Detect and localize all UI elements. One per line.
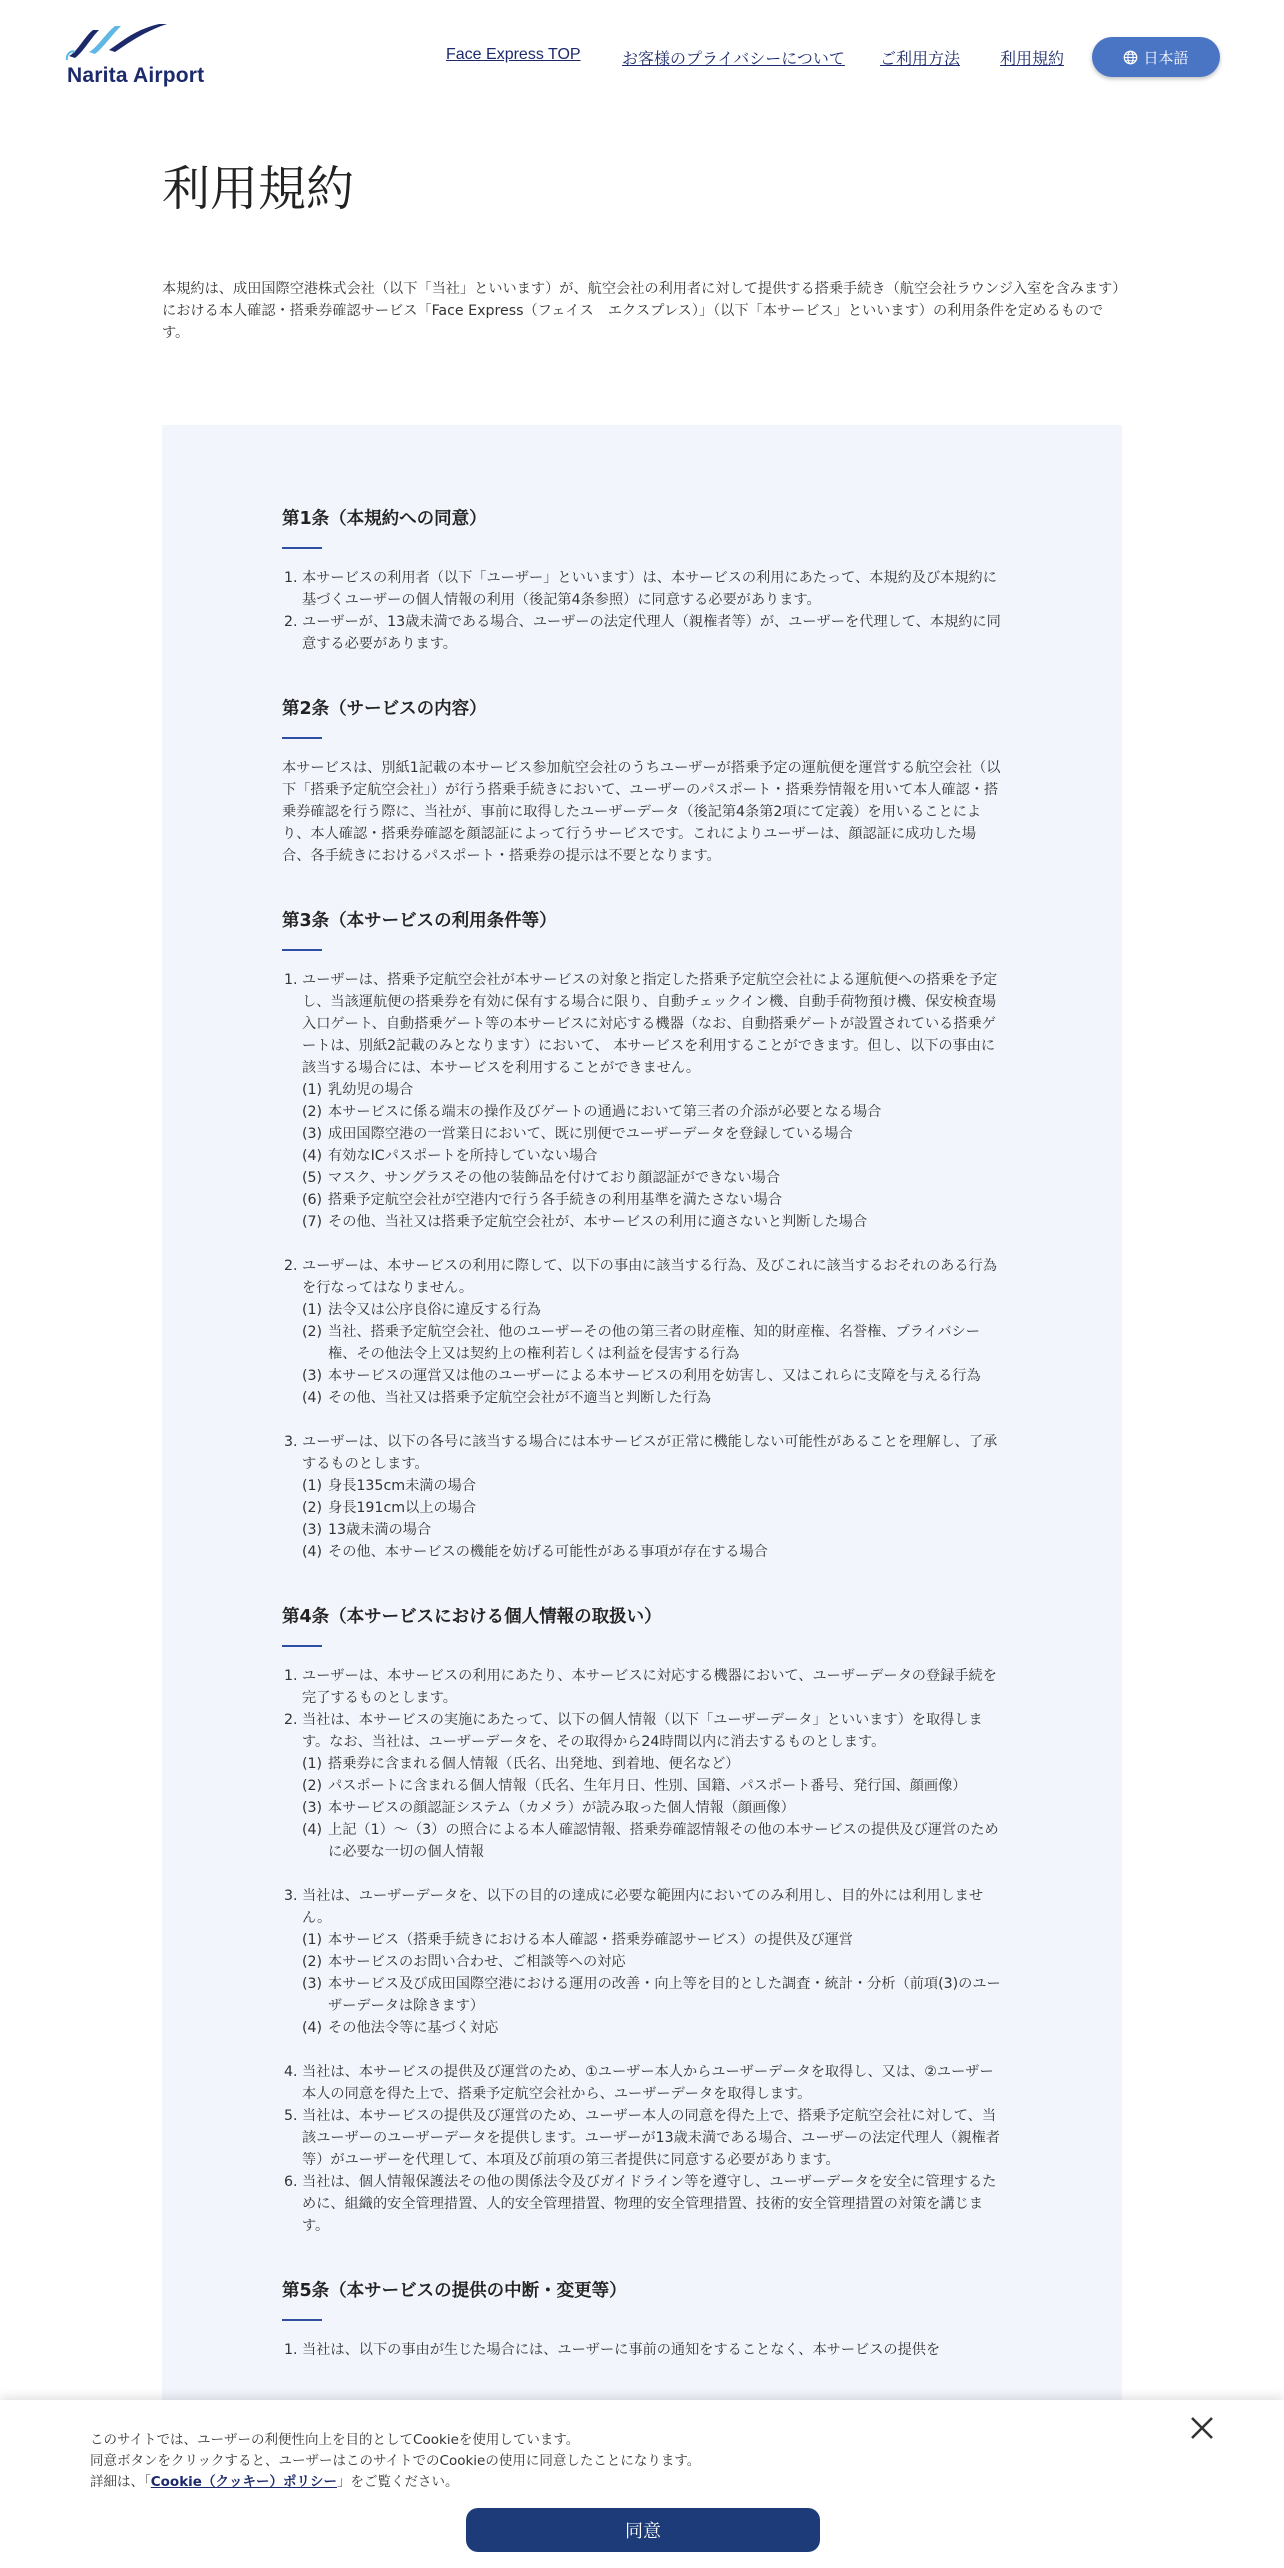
cookie-line: 詳細は、「Cookie（クッキー）ポリシー」をご覧ください。	[90, 2474, 459, 2490]
sub-item: (4) 有効なICパスポートを所持していない場合	[302, 1148, 598, 1164]
article-body: 本サービスは、別紙1記載の本サービス参加航空会社のうちユーザーが搭乗予定の運航便を運営する航空会社（以下「搭乗予定航空会社」）が行う搭乗手続きにおいて、ユーザーのパスポート・搭乗券情報を用いて本人確認・搭乗券確認を行う際に、当社が、事前に取得したユーザーデータ（後記第4条第2項にて定義）を用いることにより、本人確認・搭乗券確認を顔認証によって行うサービスです。これによりユーザーは、顔認証に成功した場合、各手続きにおけるパスポート・搭乗券の提示は不要となります。	[282, 760, 1001, 864]
sub-item: (3) 本サービスの運営又は他のユーザーによる本サービスの利用を妨害し、又はこれらに支障を与える行為	[302, 1368, 981, 1384]
title-underline	[282, 2319, 322, 2321]
agree-button[interactable]: 同意	[466, 2508, 820, 2552]
title-underline	[282, 949, 322, 951]
sub-item: (2) パスポートに含まれる個人情報（氏名、生年月日、性別、国籍、パスポート番号、発行国、顔画像）	[302, 1778, 967, 1794]
sub-item: (3) 13歳未満の場合	[302, 1522, 432, 1538]
sub-item: (1) 本サービス（搭乗手続きにおける本人確認・搭乗券確認サービス）の提供及び運営	[302, 1932, 853, 1948]
article-list	[282, 567, 1002, 655]
nav-how-to-use[interactable]: ご利用方法	[880, 51, 961, 68]
sub-item: (1) 乳幼児の場合	[302, 1082, 414, 1098]
globe-icon	[1123, 50, 1138, 65]
sub-item: (1) 搭乗券に含まれる個人情報（氏名、出発地、到着地、便名など）	[302, 1756, 740, 1772]
sub-item: (1) 身長135cm未満の場合	[302, 1478, 477, 1494]
article-list	[282, 1665, 1002, 2237]
logo-mark-icon	[63, 22, 173, 66]
intro-paragraph: 本規約は、成田国際空港株式会社（以下「当社」といいます）が、航空会社の利用者に対して提供する搭乗手続き（航空会社ラウンジ入室を含みます）における本人確認・搭乗券確認サービス「Face Express（フェイス エクスプレス）」（以下「本サービス」といいます）の利用条件を定めるものです。	[162, 281, 1120, 341]
list-item: 1. ユーザーは、搭乗予定航空会社が本サービスの対象と指定した搭乗予定航空会社による運航便への搭乗を予定し、当該運航便の搭乗券を有効に保有する場合に限り、自動チェックイン機、自動手荷物預け機、保安検査場入口ゲート、自動搭乗ゲート等の本サービスに対応する機器（なお、自動搭乗ゲートが設置されている搭乗ゲートは、別紙2記載のみとなります）において、 本サービスを利用することができます。但し、以下の事由に該当する場合には、本サービスを利用することができません。 (1) 乳幼児の場合 (2) 本サービスに係る端末の操作及びゲートの通過において第三者の介添が必要となる場合 (3) 成田国際空港の一営業日において、既に別便でユーザーデータを登録している場合 (4) 有効なICパスポートを所持していない場合 (5) マスク、サングラスその他の装飾品を付けており顔認証ができない場合 (6) 搭乗予定航空会社が空港内で行う各手続きの利用基準を満たさない場合 (7) その他、当社又は搭乗予定航空会社が、本サービスの利用に適さないと判断した場合	[282, 969, 1002, 1255]
title-underline	[282, 547, 322, 549]
title-underline	[282, 737, 322, 739]
sub-item: (2) 身長191cm以上の場合	[302, 1500, 477, 1516]
item-text: ユーザーは、本サービスの利用に際して、以下の事由に該当する行為、及びこれに該当するおそれのある行為を行なってはなりません。	[302, 1258, 997, 1296]
list-item: 6. 当社は、個人情報保護法その他の関係法令及びガイドライン等を遵守し、ユーザーデータを安全に管理するために、組織的安全管理措置、人的安全管理措置、物理的安全管理措置、技術的安全管理措置の対策を講じます。	[284, 2174, 997, 2234]
narita-airport-logo[interactable]	[63, 22, 233, 92]
sub-item: (3) 本サービス及び成田国際空港における運用の改善・向上等を目的とした調査・統計・分析（前項(3)のユーザーデータは除きます）	[302, 1976, 1001, 2014]
site-header	[0, 0, 1284, 110]
article-title: 第1条（本規約への同意）	[282, 509, 487, 529]
item-text: 当社は、本サービスの実施にあたって、以下の個人情報（以下「ユーザーデータ」といいます）を取得します。なお、当社は、ユーザーデータを、その取得から24時間以内に消去するものとします。	[302, 1712, 983, 1750]
sub-item: (4) その他法令等に基づく対応	[302, 2020, 499, 2036]
cookie-banner	[0, 2400, 1284, 2568]
item-text: ユーザーが、13歳未満である場合、ユーザーの法定代理人（親権者等）が、ユーザーを代理して、本規約に同意する必要があります。	[302, 614, 1001, 652]
sub-item: (4) 上記（1）～（3）の照合による本人確認情報、搭乗券確認情報その他の本サービスの提供及び運営のために必要な一切の個人情報	[302, 1822, 999, 1860]
cookie-message	[90, 2430, 700, 2493]
item-text: 当社は、以下の事由が生じた場合には、ユーザーに事前の通知をすることなく、本サービスの提供を	[302, 2342, 941, 2358]
sub-item: (3) 成田国際空港の一営業日において、既に別便でユーザーデータを登録している場合	[302, 1126, 853, 1142]
list-item: 3. 当社は、ユーザーデータを、以下の目的の達成に必要な範囲内においてのみ利用し、目的外には利用しません。 (1) 本サービス（搭乗手続きにおける本人確認・搭乗券確認サービス）の提供及び運営 (2) 本サービスのお問い合わせ、ご相談等への対応 (3) 本サービス及び成田国際空港における運用の改善・向上等を目的とした調査・統計・分析（前項(3)のユーザーデータは除きます） (4) その他法令等に基づく対応	[282, 1885, 1002, 2061]
item-text: 当社は、ユーザーデータを、以下の目的の達成に必要な範囲内においてのみ利用し、目的外には利用しません。	[302, 1888, 984, 1926]
list-item: 4. 当社は、本サービスの提供及び運営のため、①ユーザー本人からユーザーデータを取得し、又は、②ユーザー本人の同意を得た上で、搭乗予定航空会社から、ユーザーデータを取得します。	[284, 2064, 994, 2102]
article-title: 第4条（本サービスにおける個人情報の取扱い）	[282, 1607, 662, 1627]
sub-item: (7) その他、当社又は搭乗予定航空会社が、本サービスの利用に適さないと判断した場合	[302, 1214, 868, 1230]
article-1	[282, 505, 1002, 655]
article-title: 第5条（本サービスの提供の中断・変更等）	[282, 2281, 627, 2301]
list-item: 1. ユーザーは、本サービスの利用にあたり、本サービスに対応する機器において、ユーザーデータの登録手続を完了するものとします。	[284, 1668, 997, 1706]
sub-item: (4) その他、当社又は搭乗予定航空会社が不適当と判断した行為	[302, 1390, 712, 1406]
list-item: 1. 本サービスの利用者（以下「ユーザー」といいます）は、本サービスの利用にあたって、本規約及び本規約に基づくユーザーの個人情報の利用（後記第4条参照）に同意する必要があります。	[284, 570, 997, 608]
item-text: 当社は、本サービスの提供及び運営のため、①ユーザー本人からユーザーデータを取得し、又は、②ユーザー本人の同意を得た上で、搭乗予定航空会社から、ユーザーデータを取得します。	[302, 2064, 994, 2102]
list-item: 5. 当社は、本サービスの提供及び運営のため、ユーザー本人の同意を得た上で、搭乗予定航空会社に対して、当該ユーザーのユーザーデータを提供します。ユーザーが13歳未満である場合、ユーザーの法定代理人（親権者等）がユーザーを代理して、本項及び前項の第三者提供に同意する必要があります。	[284, 2108, 1000, 2168]
logo-text: Narita Airport	[67, 64, 205, 87]
close-icon[interactable]	[1186, 2412, 1218, 2444]
article-2	[282, 695, 1002, 867]
sub-item: (2) 本サービスのお問い合わせ、ご相談等への対応	[302, 1954, 626, 1970]
nav-terms[interactable]: 利用規約	[1000, 51, 1065, 68]
cookie-policy-link[interactable]: Cookie（クッキー）ポリシー	[150, 2474, 337, 2490]
sub-item: (3) 本サービスの顔認証システム（カメラ）が読み取った個人情報（顔画像）	[302, 1800, 795, 1816]
sub-item: (1) 法令又は公序良俗に違反する行為	[302, 1302, 541, 1318]
cookie-line: 同意ボタンをクリックすると、ユーザーはこのサイトでのCookieの使用に同意したことになります。	[90, 2453, 701, 2469]
list-item: 1. 当社は、以下の事由が生じた場合には、ユーザーに事前の通知をすることなく、本サービスの提供を	[284, 2342, 941, 2358]
list-item: 3. ユーザーは、以下の各号に該当する場合には本サービスが正常に機能しない可能性があることを理解し、了承するものとします。 (1) 身長135cm未満の場合 (2) 身長191cm以上の場合 (3) 13歳未満の場合 (4) その他、本サービスの機能を妨げる可能性がある事項が存在する場合	[282, 1431, 1002, 1563]
list-item: 2. ユーザーは、本サービスの利用に際して、以下の事由に該当する行為、及びこれに該当するおそれのある行為を行なってはなりません。 (1) 法令又は公序良俗に違反する行為 (2) 当社、搭乗予定航空会社、他のユーザーその他の第三者の財産権、知的財産権、名誉権、プライバシー権、その他法令上又は契約上の権利若しくは利益を侵害する行為 (3) 本サービスの運営又は他のユーザーによる本サービスの利用を妨害し、又はこれらに支障を与える行為 (4) その他、当社又は搭乗予定航空会社が不適当と判断した行為	[282, 1255, 1002, 1431]
sub-item: (4) その他、本サービスの機能を妨げる可能性がある事項が存在する場合	[302, 1544, 768, 1560]
article-list	[282, 969, 1002, 1563]
language-button[interactable]	[1092, 37, 1220, 77]
article-3	[282, 907, 1002, 1563]
item-text: ユーザーは、本サービスの利用にあたり、本サービスに対応する機器において、ユーザーデータの登録手続を完了するものとします。	[302, 1668, 997, 1706]
item-text: 当社は、個人情報保護法その他の関係法令及びガイドライン等を遵守し、ユーザーデータを安全に管理するために、組織的安全管理措置、人的安全管理措置、物理的安全管理措置、技術的安全管理措置の対策を講じます。	[302, 2174, 997, 2234]
sub-item: (6) 搭乗予定航空会社が空港内で行う各手続きの利用基準を満たさない場合	[302, 1192, 783, 1208]
language-label: 日本語	[1143, 48, 1189, 67]
article-list	[282, 2339, 1002, 2361]
nav-privacy[interactable]: お客様のプライバシーについて	[622, 51, 845, 68]
item-text: ユーザーは、搭乗予定航空会社が本サービスの対象と指定した搭乗予定航空会社による運航便への搭乗を予定し、当該運航便の搭乗券を有効に保有する場合に限り、自動チェックイン機、自動手荷物預け機、保安検査場入口ゲート、自動搭乗ゲート等の本サービスに対応する機器（なお、自動搭乗ゲートが設置されている搭乗ゲートは、別紙2記載のみとなります）において、 本サービスを利用することができます。但し、以下の事由に該当する場合には、本サービスを利用することができません。	[302, 972, 998, 1076]
article-title: 第3条（本サービスの利用条件等）	[282, 911, 557, 931]
terms-content	[282, 505, 1002, 2401]
article-title: 第2条（サービスの内容）	[282, 699, 487, 719]
cookie-line: このサイトでは、ユーザーの利便性向上を目的としてCookieを使用しています。	[90, 2432, 580, 2448]
list-item: 2. ユーザーが、13歳未満である場合、ユーザーの法定代理人（親権者等）が、ユーザーを代理して、本規約に同意する必要があります。	[284, 614, 1001, 652]
title-underline	[282, 1645, 322, 1647]
item-text: 当社は、本サービスの提供及び運営のため、ユーザー本人の同意を得た上で、搭乗予定航空会社に対して、当該ユーザーのユーザーデータを提供します。ユーザーが13歳未満である場合、ユーザーの法定代理人（親権者等）がユーザーを代理して、本項及び前項の第三者提供に同意する必要があります。	[302, 2108, 1000, 2168]
item-text: 本サービスの利用者（以下「ユーザー」といいます）は、本サービスの利用にあたって、本規約及び本規約に基づくユーザーの個人情報の利用（後記第4条参照）に同意する必要があります。	[302, 570, 997, 608]
sub-item: (5) マスク、サングラスその他の装飾品を付けており顔認証ができない場合	[302, 1170, 781, 1186]
article-4	[282, 1603, 1002, 2237]
nav-face-express-top[interactable]: Face Express TOP	[446, 46, 581, 63]
sub-item: (2) 当社、搭乗予定航空会社、他のユーザーその他の第三者の財産権、知的財産権、名誉権、プライバシー権、その他法令上又は契約上の権利若しくは利益を侵害する行為	[302, 1324, 980, 1362]
item-text: ユーザーは、以下の各号に該当する場合には本サービスが正常に機能しない可能性があることを理解し、了承するものとします。	[302, 1434, 998, 1472]
list-item: 2. 当社は、本サービスの実施にあたって、以下の個人情報（以下「ユーザーデータ」といいます）を取得します。なお、当社は、ユーザーデータを、その取得から24時間以内に消去するものとします。 (1) 搭乗券に含まれる個人情報（氏名、出発地、到着地、便名など） (2) パスポートに含まれる個人情報（氏名、生年月日、性別、国籍、パスポート番号、発行国、顔画像） (3) 本サービスの顔認証システム（カメラ）が読み取った個人情報（顔画像） (4) 上記（1）～（3）の照合による本人確認情報、搭乗券確認情報その他の本サービスの提供及び運営のために必要な一切の個人情報	[282, 1709, 1002, 1885]
sub-item: (2) 本サービスに係る端末の操作及びゲートの通過において第三者の介添が必要となる場合	[302, 1104, 882, 1120]
page-title: 利用規約	[162, 161, 355, 217]
article-5	[282, 2277, 1002, 2361]
